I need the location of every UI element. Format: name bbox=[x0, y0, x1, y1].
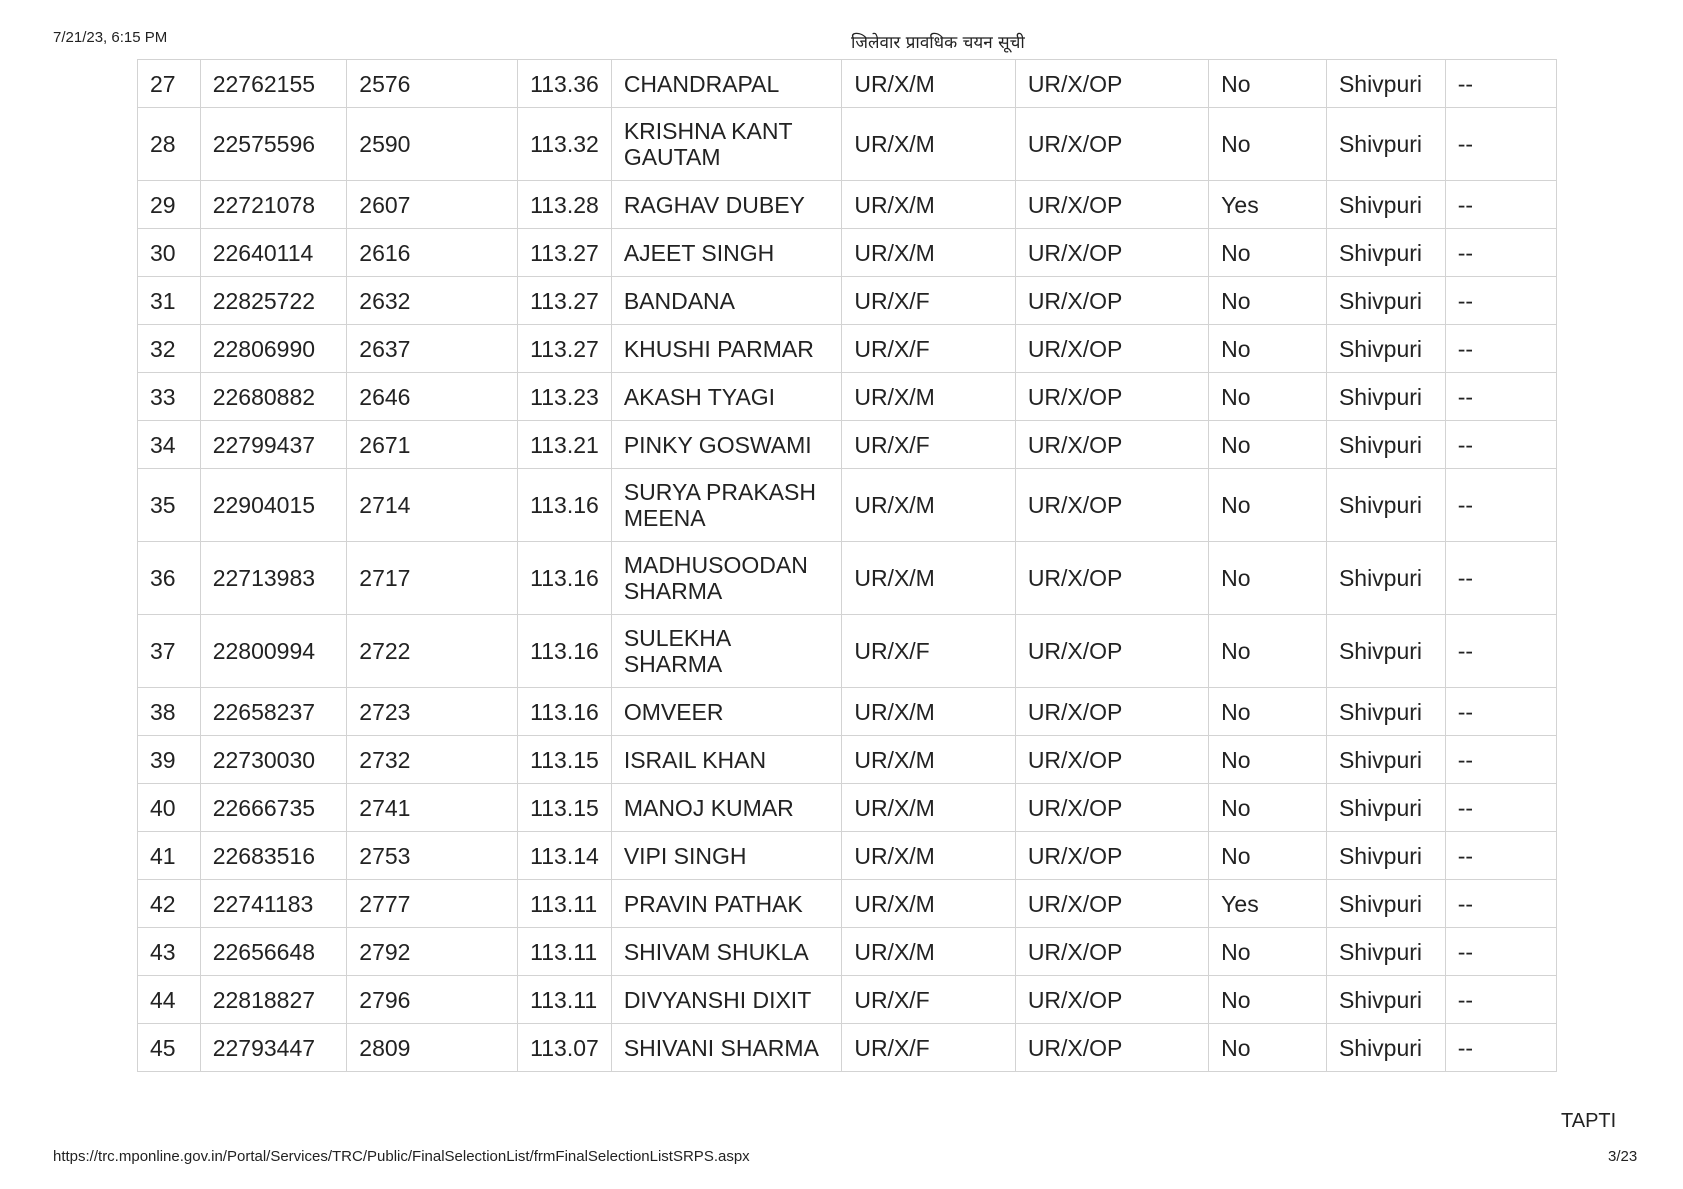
page-number: 3/23 bbox=[1608, 1148, 1638, 1165]
cell-roll-no: 22825722 bbox=[200, 277, 347, 325]
cell-flag: No bbox=[1209, 615, 1327, 688]
cell-district: Shivpuri bbox=[1326, 784, 1445, 832]
cell-district: Shivpuri bbox=[1326, 60, 1445, 108]
cell-rank: 2714 bbox=[347, 469, 518, 542]
cell-roll-no: 22680882 bbox=[200, 373, 347, 421]
cell-roll-no: 22806990 bbox=[200, 325, 347, 373]
cell-flag: No bbox=[1209, 542, 1327, 615]
cell-remarks: -- bbox=[1445, 615, 1556, 688]
cell-selected-category: UR/X/OP bbox=[1015, 469, 1208, 542]
table-row bbox=[138, 108, 1557, 181]
cell-category: UR/X/M bbox=[842, 469, 1015, 542]
table-row bbox=[138, 688, 1557, 736]
table-row bbox=[138, 615, 1557, 688]
cell-candidate-name: ISRAIL KHAN bbox=[611, 736, 842, 784]
cell-candidate-name: RAGHAV DUBEY bbox=[611, 181, 842, 229]
cell-rank: 2637 bbox=[347, 325, 518, 373]
cell-selected-category: UR/X/OP bbox=[1015, 784, 1208, 832]
cell-category: UR/X/M bbox=[842, 832, 1015, 880]
cell-category: UR/X/M bbox=[842, 880, 1015, 928]
cell-category: UR/X/F bbox=[842, 976, 1015, 1024]
cell-serial-no: 36 bbox=[138, 542, 201, 615]
cell-flag: No bbox=[1209, 469, 1327, 542]
cell-score: 113.07 bbox=[518, 1024, 612, 1072]
cell-score: 113.16 bbox=[518, 615, 612, 688]
page-title: जिलेवार प्रावधिक चयन सूची bbox=[851, 33, 1025, 53]
footer-label: TAPTI bbox=[1561, 1110, 1617, 1132]
cell-roll-no: 22793447 bbox=[200, 1024, 347, 1072]
cell-candidate-name: MANOJ KUMAR bbox=[611, 784, 842, 832]
cell-score: 113.27 bbox=[518, 229, 612, 277]
cell-remarks: -- bbox=[1445, 688, 1556, 736]
print-datetime: 7/21/23, 6:15 PM bbox=[53, 29, 168, 46]
page-url[interactable]: https://trc.mponline.gov.in/Portal/Services/TRC/Public/FinalSelectionList/frmFinalSelectionListSRPS.aspx bbox=[53, 1148, 750, 1165]
cell-rank: 2741 bbox=[347, 784, 518, 832]
cell-roll-no: 22575596 bbox=[200, 108, 347, 181]
cell-score: 113.16 bbox=[518, 469, 612, 542]
cell-selected-category: UR/X/OP bbox=[1015, 880, 1208, 928]
cell-score: 113.15 bbox=[518, 736, 612, 784]
cell-district: Shivpuri bbox=[1326, 373, 1445, 421]
cell-rank: 2777 bbox=[347, 880, 518, 928]
cell-remarks: -- bbox=[1445, 325, 1556, 373]
cell-roll-no: 22666735 bbox=[200, 784, 347, 832]
cell-selected-category: UR/X/OP bbox=[1015, 181, 1208, 229]
cell-category: UR/X/M bbox=[842, 60, 1015, 108]
cell-district: Shivpuri bbox=[1326, 928, 1445, 976]
cell-candidate-name: KRISHNA KANT GAUTAM bbox=[611, 108, 842, 181]
cell-rank: 2809 bbox=[347, 1024, 518, 1072]
cell-serial-no: 32 bbox=[138, 325, 201, 373]
cell-category: UR/X/M bbox=[842, 229, 1015, 277]
cell-candidate-name: SHIVAM SHUKLA bbox=[611, 928, 842, 976]
cell-remarks: -- bbox=[1445, 784, 1556, 832]
cell-score: 113.28 bbox=[518, 181, 612, 229]
table-row bbox=[138, 181, 1557, 229]
cell-flag: No bbox=[1209, 60, 1327, 108]
table-row bbox=[138, 928, 1557, 976]
cell-flag: No bbox=[1209, 1024, 1327, 1072]
cell-roll-no: 22904015 bbox=[200, 469, 347, 542]
cell-flag: No bbox=[1209, 928, 1327, 976]
cell-roll-no: 22762155 bbox=[200, 60, 347, 108]
cell-rank: 2646 bbox=[347, 373, 518, 421]
cell-district: Shivpuri bbox=[1326, 615, 1445, 688]
cell-roll-no: 22656648 bbox=[200, 928, 347, 976]
cell-candidate-name: SHIVANI SHARMA bbox=[611, 1024, 842, 1072]
cell-roll-no: 22640114 bbox=[200, 229, 347, 277]
cell-category: UR/X/M bbox=[842, 542, 1015, 615]
table-row bbox=[138, 832, 1557, 880]
cell-score: 113.32 bbox=[518, 108, 612, 181]
cell-remarks: -- bbox=[1445, 542, 1556, 615]
cell-serial-no: 45 bbox=[138, 1024, 201, 1072]
cell-selected-category: UR/X/OP bbox=[1015, 421, 1208, 469]
cell-flag: No bbox=[1209, 229, 1327, 277]
cell-serial-no: 30 bbox=[138, 229, 201, 277]
cell-roll-no: 22683516 bbox=[200, 832, 347, 880]
cell-district: Shivpuri bbox=[1326, 542, 1445, 615]
cell-flag: No bbox=[1209, 108, 1327, 181]
cell-score: 113.16 bbox=[518, 542, 612, 615]
cell-rank: 2607 bbox=[347, 181, 518, 229]
cell-flag: No bbox=[1209, 688, 1327, 736]
table-row bbox=[138, 373, 1557, 421]
cell-roll-no: 22713983 bbox=[200, 542, 347, 615]
cell-candidate-name: AKASH TYAGI bbox=[611, 373, 842, 421]
cell-selected-category: UR/X/OP bbox=[1015, 615, 1208, 688]
cell-roll-no: 22818827 bbox=[200, 976, 347, 1024]
cell-rank: 2717 bbox=[347, 542, 518, 615]
table-row bbox=[138, 421, 1557, 469]
cell-roll-no: 22658237 bbox=[200, 688, 347, 736]
cell-rank: 2792 bbox=[347, 928, 518, 976]
cell-remarks: -- bbox=[1445, 229, 1556, 277]
cell-candidate-name: KHUSHI PARMAR bbox=[611, 325, 842, 373]
cell-remarks: -- bbox=[1445, 1024, 1556, 1072]
cell-flag: No bbox=[1209, 373, 1327, 421]
cell-selected-category: UR/X/OP bbox=[1015, 928, 1208, 976]
cell-rank: 2753 bbox=[347, 832, 518, 880]
cell-flag: Yes bbox=[1209, 880, 1327, 928]
cell-selected-category: UR/X/OP bbox=[1015, 325, 1208, 373]
cell-selected-category: UR/X/OP bbox=[1015, 108, 1208, 181]
cell-roll-no: 22799437 bbox=[200, 421, 347, 469]
cell-selected-category: UR/X/OP bbox=[1015, 1024, 1208, 1072]
cell-roll-no: 22730030 bbox=[200, 736, 347, 784]
table-row bbox=[138, 976, 1557, 1024]
cell-score: 113.15 bbox=[518, 784, 612, 832]
cell-district: Shivpuri bbox=[1326, 421, 1445, 469]
cell-rank: 2616 bbox=[347, 229, 518, 277]
cell-selected-category: UR/X/OP bbox=[1015, 542, 1208, 615]
cell-candidate-name: BANDANA bbox=[611, 277, 842, 325]
cell-category: UR/X/F bbox=[842, 421, 1015, 469]
cell-category: UR/X/F bbox=[842, 1024, 1015, 1072]
cell-roll-no: 22741183 bbox=[200, 880, 347, 928]
cell-score: 113.11 bbox=[518, 880, 612, 928]
cell-score: 113.16 bbox=[518, 688, 612, 736]
cell-score: 113.11 bbox=[518, 928, 612, 976]
cell-serial-no: 34 bbox=[138, 421, 201, 469]
cell-remarks: -- bbox=[1445, 976, 1556, 1024]
cell-roll-no: 22800994 bbox=[200, 615, 347, 688]
cell-selected-category: UR/X/OP bbox=[1015, 976, 1208, 1024]
cell-candidate-name: PRAVIN PATHAK bbox=[611, 880, 842, 928]
cell-remarks: -- bbox=[1445, 108, 1556, 181]
cell-rank: 2732 bbox=[347, 736, 518, 784]
cell-category: UR/X/F bbox=[842, 325, 1015, 373]
cell-candidate-name: SURYA PRAKASH MEENA bbox=[611, 469, 842, 542]
cell-candidate-name: CHANDRAPAL bbox=[611, 60, 842, 108]
cell-serial-no: 33 bbox=[138, 373, 201, 421]
cell-rank: 2671 bbox=[347, 421, 518, 469]
cell-score: 113.11 bbox=[518, 976, 612, 1024]
cell-candidate-name: VIPI SINGH bbox=[611, 832, 842, 880]
cell-selected-category: UR/X/OP bbox=[1015, 229, 1208, 277]
cell-remarks: -- bbox=[1445, 928, 1556, 976]
cell-serial-no: 43 bbox=[138, 928, 201, 976]
cell-remarks: -- bbox=[1445, 60, 1556, 108]
cell-district: Shivpuri bbox=[1326, 736, 1445, 784]
cell-serial-no: 28 bbox=[138, 108, 201, 181]
cell-serial-no: 27 bbox=[138, 60, 201, 108]
cell-rank: 2590 bbox=[347, 108, 518, 181]
table-row bbox=[138, 784, 1557, 832]
cell-serial-no: 44 bbox=[138, 976, 201, 1024]
cell-flag: No bbox=[1209, 976, 1327, 1024]
cell-candidate-name: DIVYANSHI DIXIT bbox=[611, 976, 842, 1024]
cell-selected-category: UR/X/OP bbox=[1015, 60, 1208, 108]
cell-flag: No bbox=[1209, 784, 1327, 832]
cell-flag: No bbox=[1209, 277, 1327, 325]
table-row bbox=[138, 229, 1557, 277]
cell-serial-no: 38 bbox=[138, 688, 201, 736]
cell-selected-category: UR/X/OP bbox=[1015, 373, 1208, 421]
cell-category: UR/X/F bbox=[842, 615, 1015, 688]
cell-selected-category: UR/X/OP bbox=[1015, 832, 1208, 880]
cell-district: Shivpuri bbox=[1326, 181, 1445, 229]
cell-score: 113.14 bbox=[518, 832, 612, 880]
cell-score: 113.36 bbox=[518, 60, 612, 108]
cell-serial-no: 31 bbox=[138, 277, 201, 325]
cell-candidate-name: PINKY GOSWAMI bbox=[611, 421, 842, 469]
table-row bbox=[138, 1024, 1557, 1072]
cell-district: Shivpuri bbox=[1326, 880, 1445, 928]
cell-remarks: -- bbox=[1445, 373, 1556, 421]
cell-district: Shivpuri bbox=[1326, 832, 1445, 880]
cell-category: UR/X/M bbox=[842, 736, 1015, 784]
cell-score: 113.27 bbox=[518, 325, 612, 373]
cell-serial-no: 35 bbox=[138, 469, 201, 542]
cell-category: UR/X/M bbox=[842, 784, 1015, 832]
cell-rank: 2722 bbox=[347, 615, 518, 688]
cell-flag: No bbox=[1209, 325, 1327, 373]
cell-candidate-name: AJEET SINGH bbox=[611, 229, 842, 277]
cell-flag: No bbox=[1209, 832, 1327, 880]
cell-district: Shivpuri bbox=[1326, 1024, 1445, 1072]
table-row bbox=[138, 542, 1557, 615]
cell-remarks: -- bbox=[1445, 181, 1556, 229]
cell-category: UR/X/M bbox=[842, 108, 1015, 181]
cell-district: Shivpuri bbox=[1326, 325, 1445, 373]
cell-district: Shivpuri bbox=[1326, 688, 1445, 736]
cell-district: Shivpuri bbox=[1326, 976, 1445, 1024]
cell-flag: No bbox=[1209, 736, 1327, 784]
cell-serial-no: 40 bbox=[138, 784, 201, 832]
cell-flag: Yes bbox=[1209, 181, 1327, 229]
table-row bbox=[138, 880, 1557, 928]
table-row bbox=[138, 60, 1557, 108]
table-row bbox=[138, 277, 1557, 325]
cell-flag: No bbox=[1209, 421, 1327, 469]
cell-category: UR/X/M bbox=[842, 688, 1015, 736]
cell-selected-category: UR/X/OP bbox=[1015, 736, 1208, 784]
cell-remarks: -- bbox=[1445, 736, 1556, 784]
cell-rank: 2632 bbox=[347, 277, 518, 325]
cell-score: 113.21 bbox=[518, 421, 612, 469]
cell-serial-no: 42 bbox=[138, 880, 201, 928]
cell-selected-category: UR/X/OP bbox=[1015, 688, 1208, 736]
selection-table bbox=[137, 59, 1557, 1072]
cell-district: Shivpuri bbox=[1326, 108, 1445, 181]
cell-selected-category: UR/X/OP bbox=[1015, 277, 1208, 325]
cell-score: 113.27 bbox=[518, 277, 612, 325]
cell-serial-no: 41 bbox=[138, 832, 201, 880]
cell-category: UR/X/M bbox=[842, 928, 1015, 976]
cell-rank: 2576 bbox=[347, 60, 518, 108]
cell-rank: 2796 bbox=[347, 976, 518, 1024]
cell-remarks: -- bbox=[1445, 469, 1556, 542]
cell-serial-no: 39 bbox=[138, 736, 201, 784]
cell-remarks: -- bbox=[1445, 277, 1556, 325]
cell-serial-no: 29 bbox=[138, 181, 201, 229]
cell-candidate-name: SULEKHA SHARMA bbox=[611, 615, 842, 688]
cell-candidate-name: MADHUSOODAN SHARMA bbox=[611, 542, 842, 615]
cell-district: Shivpuri bbox=[1326, 469, 1445, 542]
cell-remarks: -- bbox=[1445, 832, 1556, 880]
cell-category: UR/X/F bbox=[842, 277, 1015, 325]
cell-candidate-name: OMVEER bbox=[611, 688, 842, 736]
cell-remarks: -- bbox=[1445, 880, 1556, 928]
cell-rank: 2723 bbox=[347, 688, 518, 736]
cell-score: 113.23 bbox=[518, 373, 612, 421]
cell-category: UR/X/M bbox=[842, 373, 1015, 421]
cell-district: Shivpuri bbox=[1326, 229, 1445, 277]
table-row bbox=[138, 325, 1557, 373]
cell-district: Shivpuri bbox=[1326, 277, 1445, 325]
cell-category: UR/X/M bbox=[842, 181, 1015, 229]
cell-roll-no: 22721078 bbox=[200, 181, 347, 229]
cell-serial-no: 37 bbox=[138, 615, 201, 688]
cell-remarks: -- bbox=[1445, 421, 1556, 469]
table-row bbox=[138, 469, 1557, 542]
table-row bbox=[138, 736, 1557, 784]
